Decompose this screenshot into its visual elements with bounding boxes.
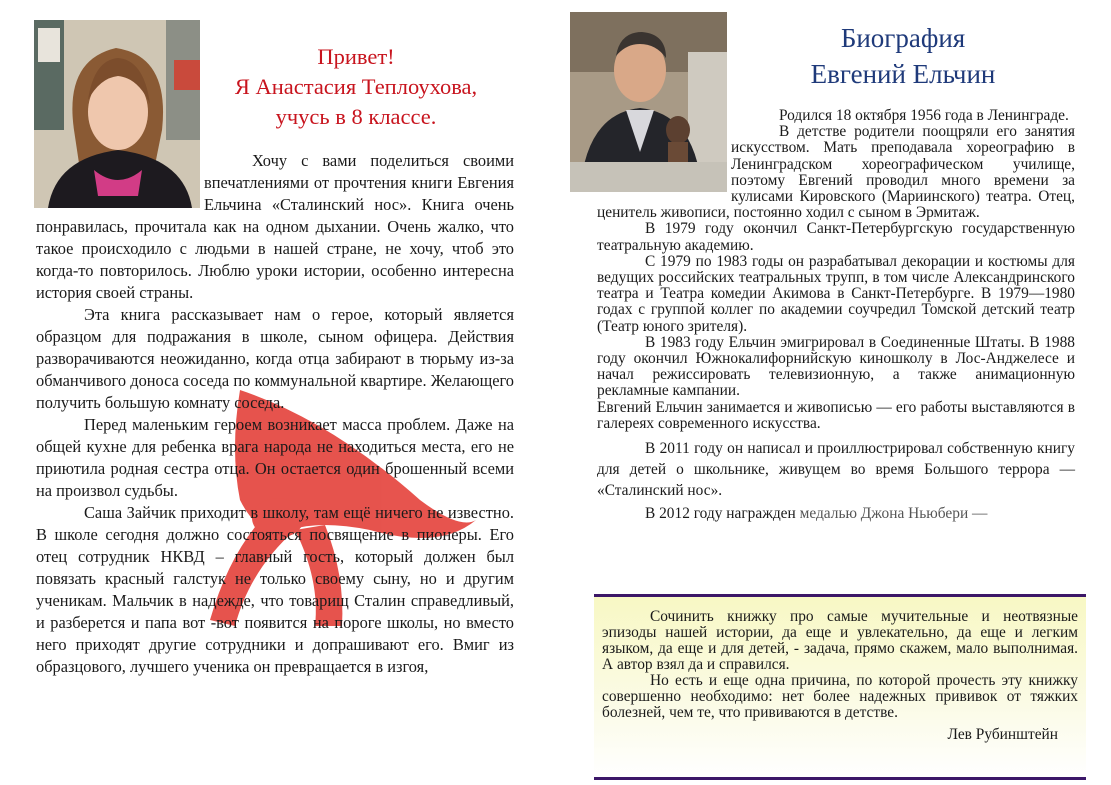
author-name-heading: Евгений Ельчин	[810, 59, 996, 89]
bio-paragraph: В 1983 году Ельчин эмигрировал в Соединенные Штаты. В 1988 году окончил Южнокалифорнийскую киношколу в Лос-Анджелесе и начал режиссировать телевизионную, а также анимационную рекламные кампании.	[597, 333, 1075, 400]
review-paragraph: Перед маленьким героем возникает масса проблем. Даже на общей кухне для ребенка врага народа не находиться места, его не приютила родная сестра отца. Он остается один брошенный всеми на произвол судьбы.	[36, 415, 514, 500]
quote-author: Лев Рубинштейн	[947, 726, 1058, 743]
greeting-line-1: Привет!	[317, 44, 395, 69]
bio-paragraph: В детстве родители поощряли его занятия искусством. Мать преподавала хореографию в Ленинградском хореографическом училище, поэтому Евгений проводил много времени за кулисами Кировского (Мариинского) театра. Отец, ценитель живописи, постоянно ходил с сыном в Эрмитаж.	[597, 123, 1075, 222]
review-paragraph: Саша Зайчик приходит в школу, там ещё ничего не известно. В школе сегодня должно состояться посвящение в пионеры. Его отец сотрудник НКВД – главный гость, который должен был повязать красный галстук не только своему сыну, но и другим ученикам. Мальчик в надежде, что товарищ Сталин справедливый, и разберется и папа вот -вот появится на пороге школы, но вместо него приходят другие сотрудники и допрашивают его. Вмиг из образцового, лучшего ученика он превращается в изгоя,	[36, 503, 514, 676]
biography-title	[740, 20, 1066, 92]
bio-paragraph: С 1979 по 1983 годы он разрабатывал декорации и костюмы для ведущих российских театральных трупп, в том числе Александринского театра и Театра комедии Акимова в Санкт-Петербурге. В 1979—1980 годах с группой коллег по академии соучредил Томской детский театр (Театр юного зрителя).	[597, 252, 1075, 335]
review-paragraph: Хочу с вами поделиться своими впечатлениями от прочтения книги Евгения Ельчина «Сталинский нос». Книга очень понравилась, прочитала как на одном дыхании. Очень жалко, что такое происходило с людьми в нашей стране, не хочу, чтоб это когда-то повторилось. Люблю уроки истории, особенно интересна история своей страны.	[36, 151, 514, 302]
bio-paragraph: Евгений Ельчин занимается и живописью — его работы выставляются в галереях современного искусства.	[597, 398, 1075, 432]
quote-box	[594, 594, 1086, 780]
quote-paragraph: Но есть и еще одна причина, по которой прочесть эту книжку совершенно необходимо: нет более надежных прививок от тяжких болезней, чем те, что прививаются в детстве.	[602, 672, 1078, 721]
biography-heading: Биография	[840, 23, 966, 53]
quote-paragraph: Сочинить книжку про самые мучительные и неотвязные эпизоды нашей истории, да еще и увлекательно, да еще и легким языком, да еще и для детей, - задача, прямо скажем, мало выполнимая. А автор взял да и справился.	[602, 608, 1078, 673]
bio-paragraph: В 1979 году окончил Санкт-Петербургскую государственную театральную академию.	[597, 220, 1075, 254]
bio-paragraph: Родился 18 октября 1956 года в Ленинграде.	[779, 107, 1069, 124]
review-text	[36, 150, 514, 678]
greeting	[206, 42, 506, 132]
award-text: В 2012 году награжден	[645, 505, 800, 523]
greeting-line-2: Я Анастасия Теплоухова,	[234, 74, 478, 99]
review-paragraph: Эта книга рассказывает нам о герое, который является образцом для подражания в школе, сыном офицера. Действия разворачиваются неожиданно, когда отца забирают в тюрьму из-за обманчивого доноса соседа по коммунальной квартире. Желающего получить большую комнату соседа.	[36, 305, 514, 412]
bio-paragraph: В 2011 году он написал и проиллюстрировал собственную книгу для детей о школьнике, живущем во время Большого террора — «Сталинский нос».	[597, 440, 1075, 500]
greeting-line-3: учусь в 8 классе.	[275, 104, 437, 129]
bio-award-paragraph	[597, 503, 1075, 524]
medal-text: медалью Джона Ньюбери —	[799, 505, 988, 523]
biography-text	[597, 108, 1075, 524]
